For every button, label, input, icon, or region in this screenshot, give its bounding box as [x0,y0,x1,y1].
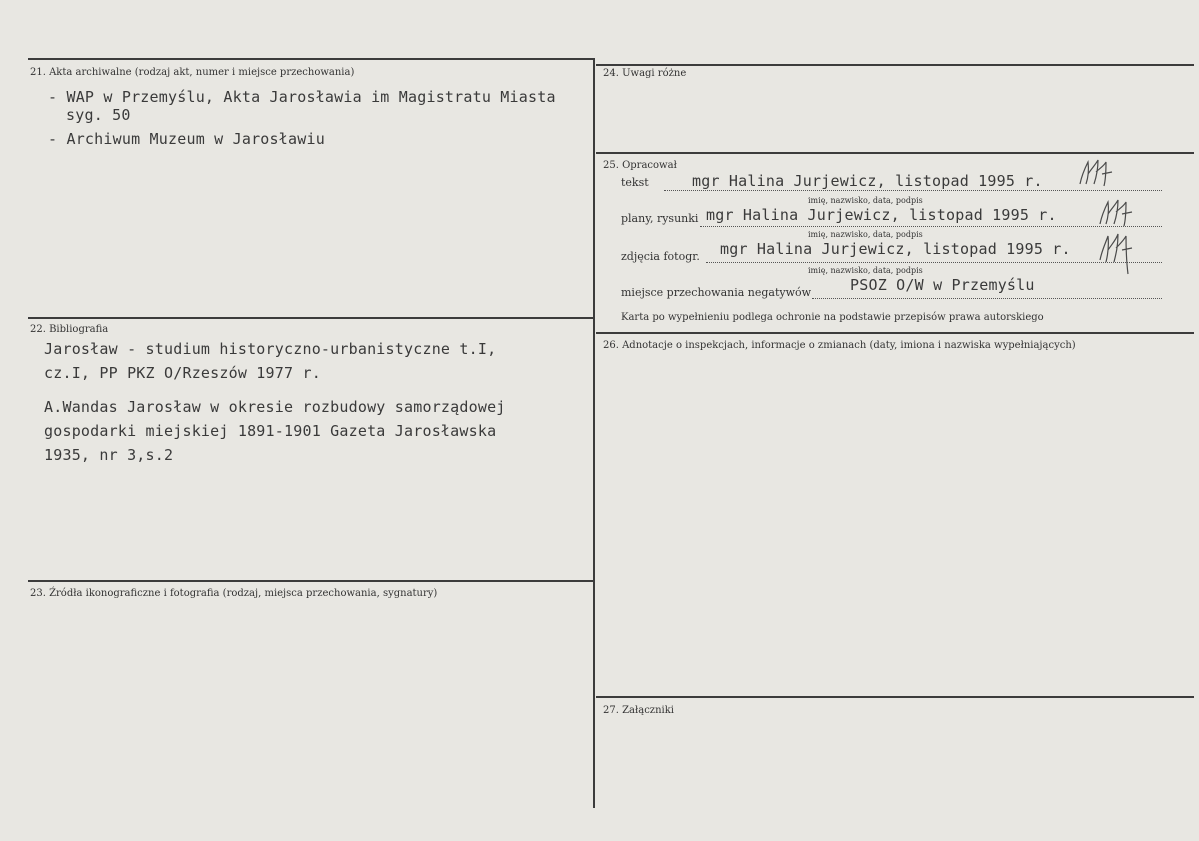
tekst-value: mgr Halina Jurjewicz, listopad 1995 r. [692,172,1043,190]
section-22-line-3: A.Wandas Jarosław w okresie rozbudowy samorządowej [44,398,506,416]
section-25-label: 25. Opracował [603,160,677,171]
rule-22-top [28,317,593,319]
section-22-label: 22. Bibliografia [30,324,109,335]
rule-23-top [28,580,593,582]
miejsce-label: miejsce przechowania negatywów [621,286,812,299]
tekst-label: tekst [621,176,649,189]
plany-value: mgr Halina Jurjewicz, listopad 1995 r. [706,206,1057,224]
signature-1-icon [1076,154,1116,196]
plany-label: plany, rysunki [621,212,699,225]
section-21-line-2: syg. 50 [66,106,131,124]
section-26-label: 26. Adnotacje o inspekcjach, informacje o zmianach (daty, imiona i nazwiska wypełniających) [603,340,1076,351]
section-22-line-4: gospodarki miejskiej 1891-1901 Gazeta Jarosławska [44,422,497,440]
tekst-caption: imię, nazwisko, data, podpis [808,196,923,205]
copyright-note: Karta po wypełnieniu podlega ochronie na podstawie przepisów prawa autorskiego [621,312,1044,323]
section-24-label: 24. Uwagi różne [603,68,687,79]
rule-27-top [596,696,1194,698]
miejsce-dotted-line [812,298,1162,299]
section-22-line-1: Jarosław - studium historyczno-urbanistyczne t.I, [44,340,497,358]
zdjecia-value: mgr Halina Jurjewicz, listopad 1995 r. [720,240,1071,258]
section-22-line-5: 1935, nr 3,s.2 [44,446,174,464]
miejsce-value: PSOZ O/W w Przemyślu [850,276,1035,294]
center-divider [593,58,595,808]
rule-26-top [596,332,1194,334]
signature-3-icon [1096,228,1136,276]
top-rule-left [28,58,593,60]
plany-caption: imię, nazwisko, data, podpis [808,230,923,239]
top-rule-right [596,64,1194,66]
section-27-label: 27. Załączniki [603,705,674,716]
section-23-label: 23. Źródła ikonograficzne i fotografia (rodzaj, miejsca przechowania, sygnatury) [30,588,438,599]
zdjecia-caption: imię, nazwisko, data, podpis [808,266,923,275]
plany-dotted-line [700,226,1162,227]
section-21-line-1: - WAP w Przemyślu, Akta Jarosławia im Magistratu Miasta [48,88,556,106]
section-22-line-2: cz.I, PP PKZ O/Rzeszów 1977 r. [44,364,321,382]
section-21-line-3: - Archiwum Muzeum w Jarosławiu [48,130,325,148]
zdjecia-dotted-line [706,262,1162,263]
section-21-label: 21. Akta archiwalne (rodzaj akt, numer i miejsce przechowania) [30,67,355,78]
zdjecia-label: zdjęcia fotogr. [621,250,700,263]
